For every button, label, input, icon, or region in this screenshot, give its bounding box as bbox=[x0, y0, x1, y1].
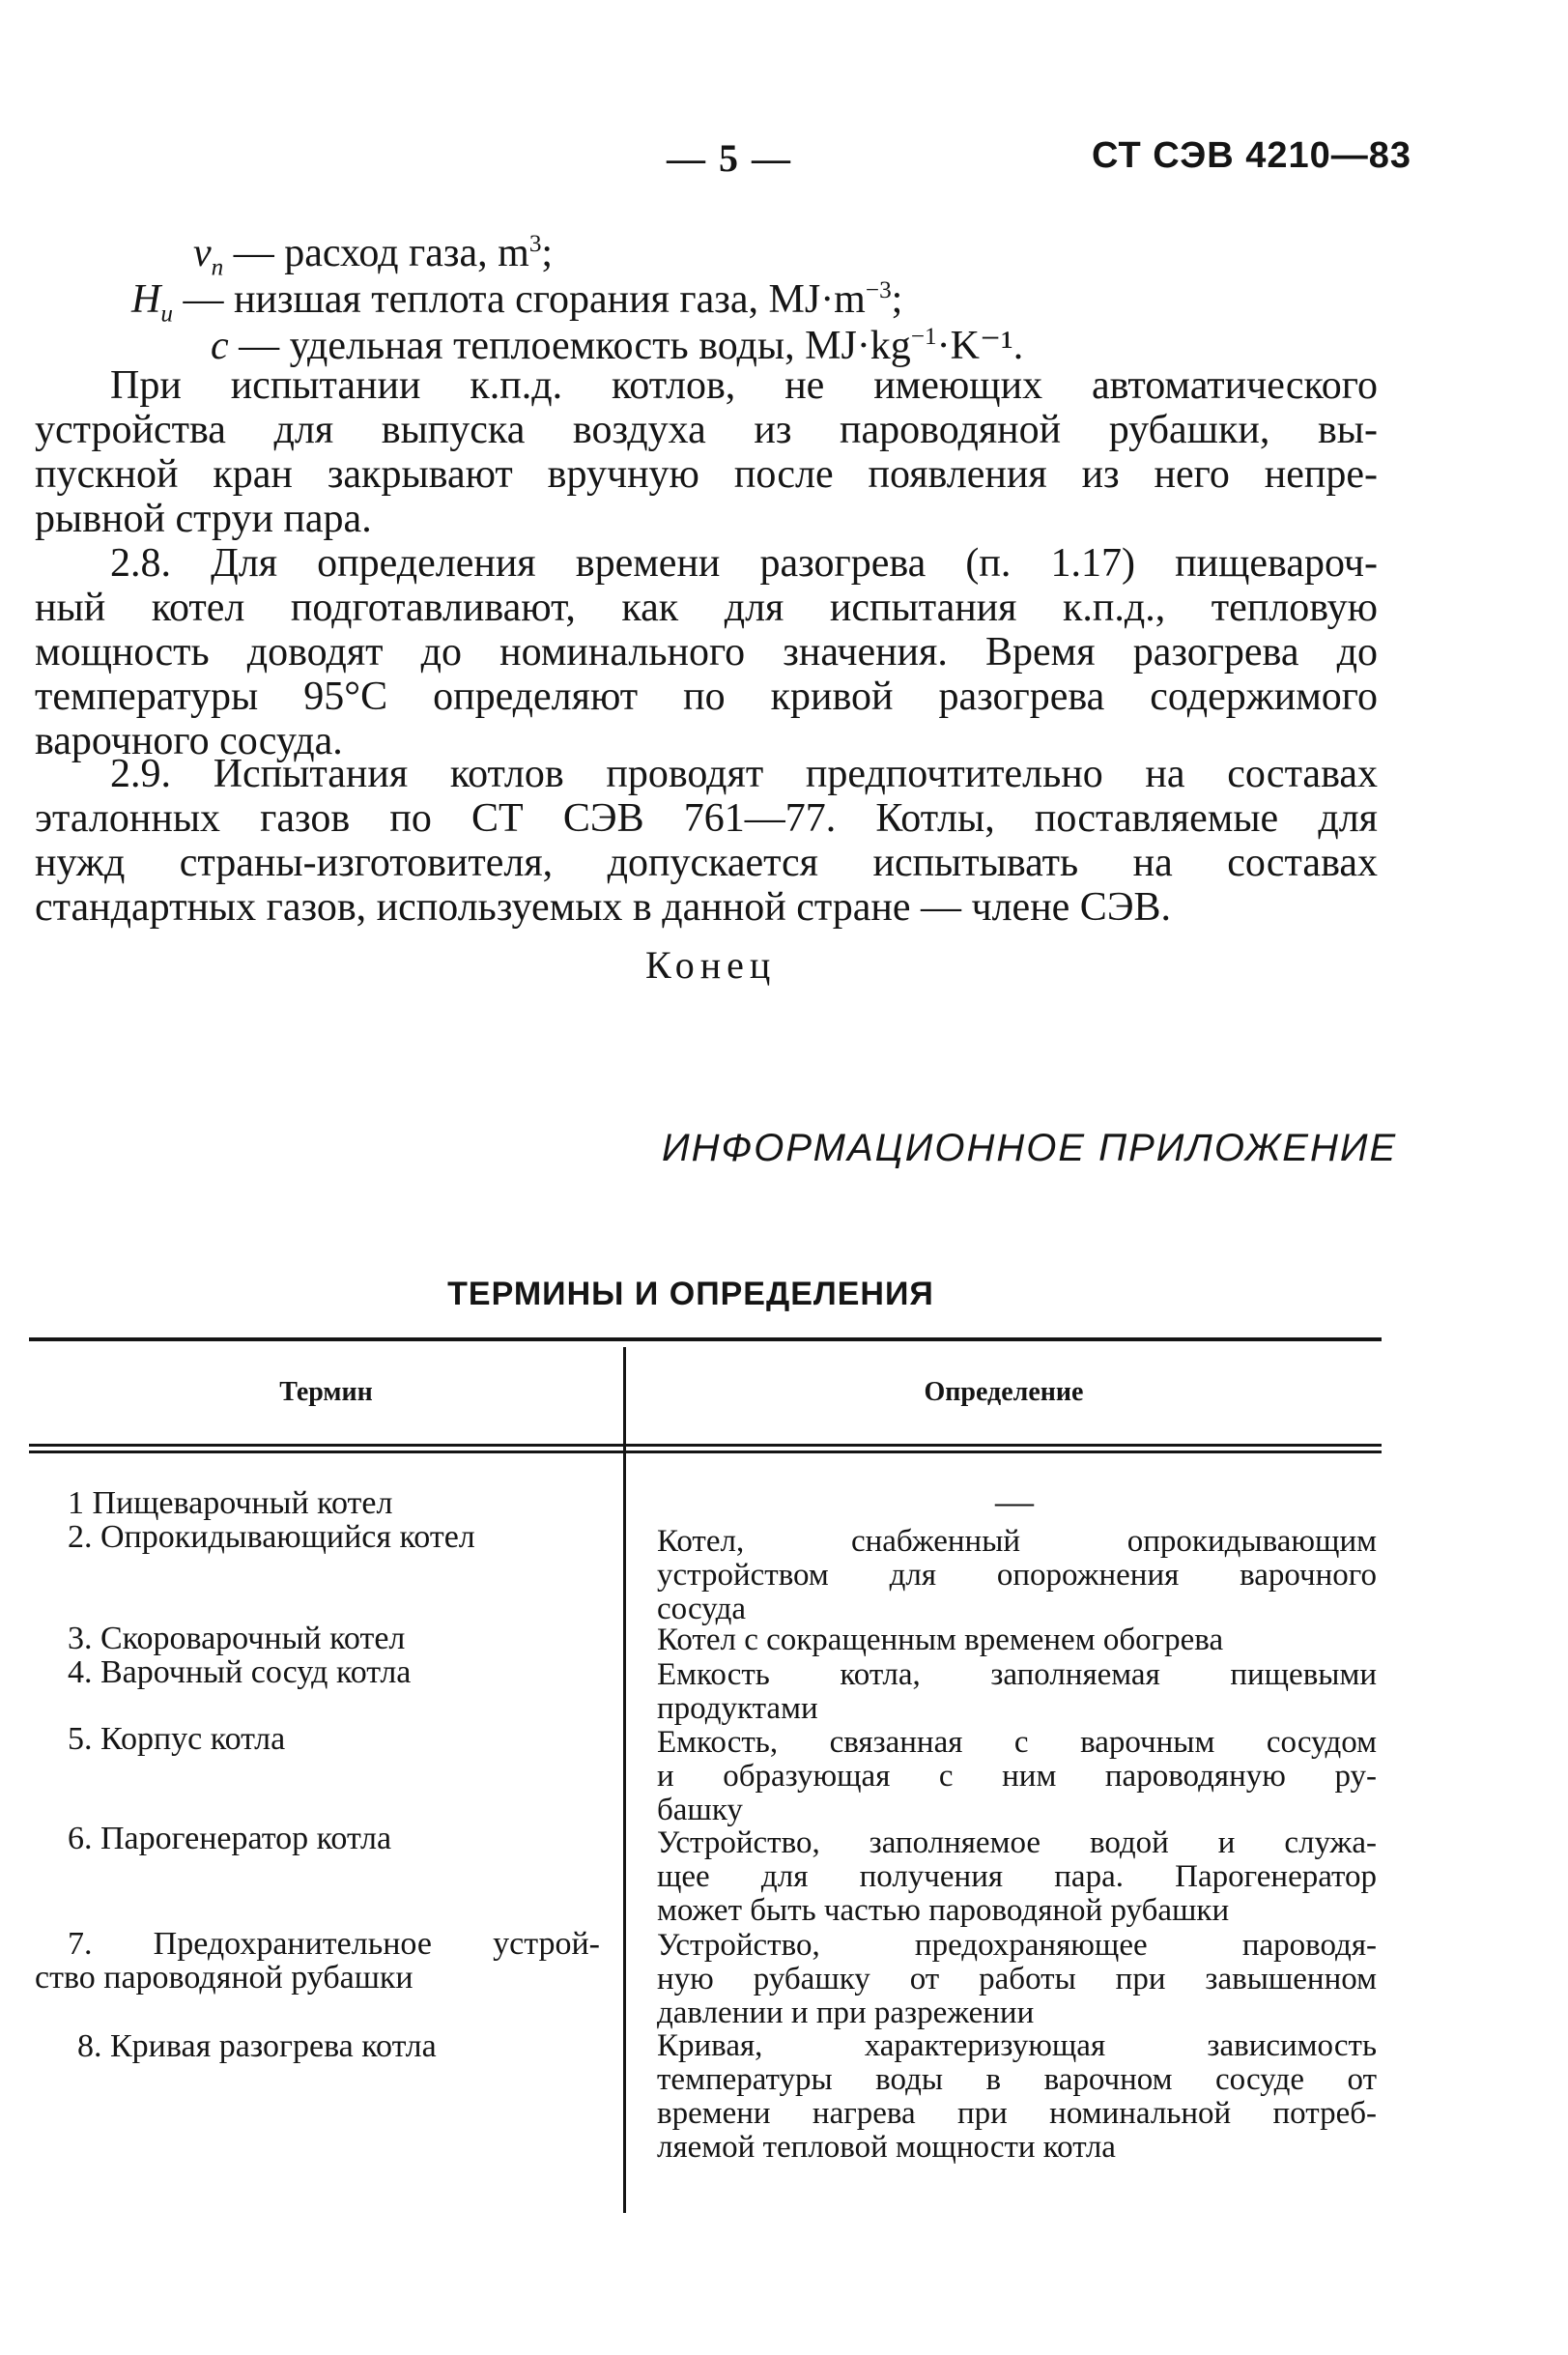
table-row-term: 4. Варочный сосуд котла bbox=[68, 1654, 412, 1690]
table-row-definition: Устройство, предохраняющее пароводя- ную рубашку от работы при завышенном давлении и при разрежении bbox=[657, 1928, 1377, 2030]
text-line: варочного сосуда. bbox=[35, 719, 343, 763]
table-row-term: 1 Пищеварочный котел bbox=[68, 1485, 393, 1521]
variable-symbol: c bbox=[211, 324, 229, 368]
table-row-term: 7. Предохранительное устрой- ство пароводяной рубашки bbox=[35, 1926, 600, 1996]
text-line: При испытании к.п.д. котлов, не имеющих автоматического bbox=[110, 363, 1378, 408]
variable-definition-c: c — удельная теплоемкость воды, $MJ\cdot kg^{-1}\cdot K^{-1}$. bbox=[211, 317, 1023, 381]
variable-symbol: $v_n$ bbox=[193, 231, 224, 281]
table-row-definition: Емкость, связанная с варочным сосудом и образующая с ним пароводяную ру- башку bbox=[657, 1725, 1377, 1827]
paragraph-note bbox=[35, 363, 1378, 541]
paragraph-2-8 bbox=[35, 541, 1378, 763]
text-line: нужд страны-изготовителя, допускается испытывать на составах bbox=[35, 841, 1378, 885]
text-line: температуры 95°С определяют по кривой разогрева содержимого bbox=[35, 675, 1378, 719]
table-row-definition: Кривая, характеризующая зависимость температуры воды в варочном сосуде от времени нагрева при номинальной потреб- ляемой тепловой мощности котла bbox=[657, 2028, 1377, 2165]
header-rule-lower bbox=[29, 1450, 1382, 1453]
table-top-rule bbox=[29, 1337, 1382, 1341]
column-header-definition: Определение bbox=[924, 1377, 1084, 1407]
text-line: устройства для выпуска воздуха из пароводяной рубашки, вы- bbox=[35, 408, 1378, 452]
table-title: ТЕРМИНЫ И ОПРЕДЕЛЕНИЯ bbox=[447, 1276, 934, 1312]
column-header-term: Термин bbox=[279, 1377, 373, 1407]
page-number: — 5 — bbox=[667, 136, 792, 180]
paragraph-2-9 bbox=[35, 752, 1378, 930]
table-row-term: 6. Парогенератор котла bbox=[68, 1821, 392, 1856]
table-row-definition: Котел, снабженный опрокидывающим устройством для опорожнения варочного сосуда bbox=[657, 1524, 1377, 1626]
end-marker: Конец bbox=[645, 943, 777, 987]
variable-text: — низшая теплота сгорания газа, MJ·m bbox=[172, 277, 866, 322]
table-row-term: 8. Кривая разогрева котла bbox=[77, 2028, 437, 2064]
table-row-term: 2. Опрокидывающийся котел bbox=[68, 1519, 475, 1555]
text-line: эталонных газов по СТ СЭВ 761—77. Котлы, поставляемые для bbox=[35, 796, 1378, 841]
table-row-definition: Емкость котла, заполняемая пищевыми продуктами bbox=[657, 1657, 1377, 1726]
text-line: 2.9. Испытания котлов проводят предпочтительно на составах bbox=[110, 752, 1378, 796]
text-line: 2.8. Для определения времени разогрева (п. 1.17) пищевароч- bbox=[110, 541, 1378, 586]
variable-text: — удельная теплоемкость воды, MJ·kg bbox=[228, 324, 911, 368]
text-line: стандартных газов, используемых в данной стране — члене СЭВ. bbox=[35, 885, 1172, 930]
variable-definition-vn: $v_n$ — расход газа, $m^3$; bbox=[193, 224, 553, 288]
table-row-definition: Устройство, заполняемое водой и служа- щее для получения пара. Парогенератор может быть частью пароводяной рубашки bbox=[657, 1825, 1377, 1928]
table-row-term: 3. Скороварочный котел bbox=[68, 1621, 406, 1656]
text-line: рывной струи пара. bbox=[35, 497, 372, 541]
table-row-term: 5. Корпус котла bbox=[68, 1721, 286, 1757]
text-line: ный котел подготавливают, как для испытания к.п.д., тепловую bbox=[35, 586, 1378, 630]
header-rule-upper bbox=[29, 1444, 1382, 1447]
table-row-definition: — bbox=[995, 1479, 1034, 1523]
annex-label: ИНФОРМАЦИОННОЕ ПРИЛОЖЕНИЕ bbox=[662, 1127, 1398, 1169]
variable-text: — расход газа, m bbox=[223, 231, 529, 275]
table-row-definition: Котел с сокращенным временем обогрева bbox=[657, 1623, 1224, 1657]
variable-definition-hu: $H_u$ — низшая теплота сгорания газа, $MJ\cdot m^{-3}$; bbox=[131, 271, 902, 334]
variable-symbol: $H_u$ bbox=[131, 277, 173, 328]
text-line: мощность доводят до номинального значения. Время разогрева до bbox=[35, 630, 1378, 675]
text-line: пускной кран закрывают вручную после появления из него непре- bbox=[35, 452, 1378, 497]
standard-code: СТ СЭВ 4210—83 bbox=[1092, 135, 1412, 176]
table-column-divider bbox=[623, 1347, 626, 2213]
